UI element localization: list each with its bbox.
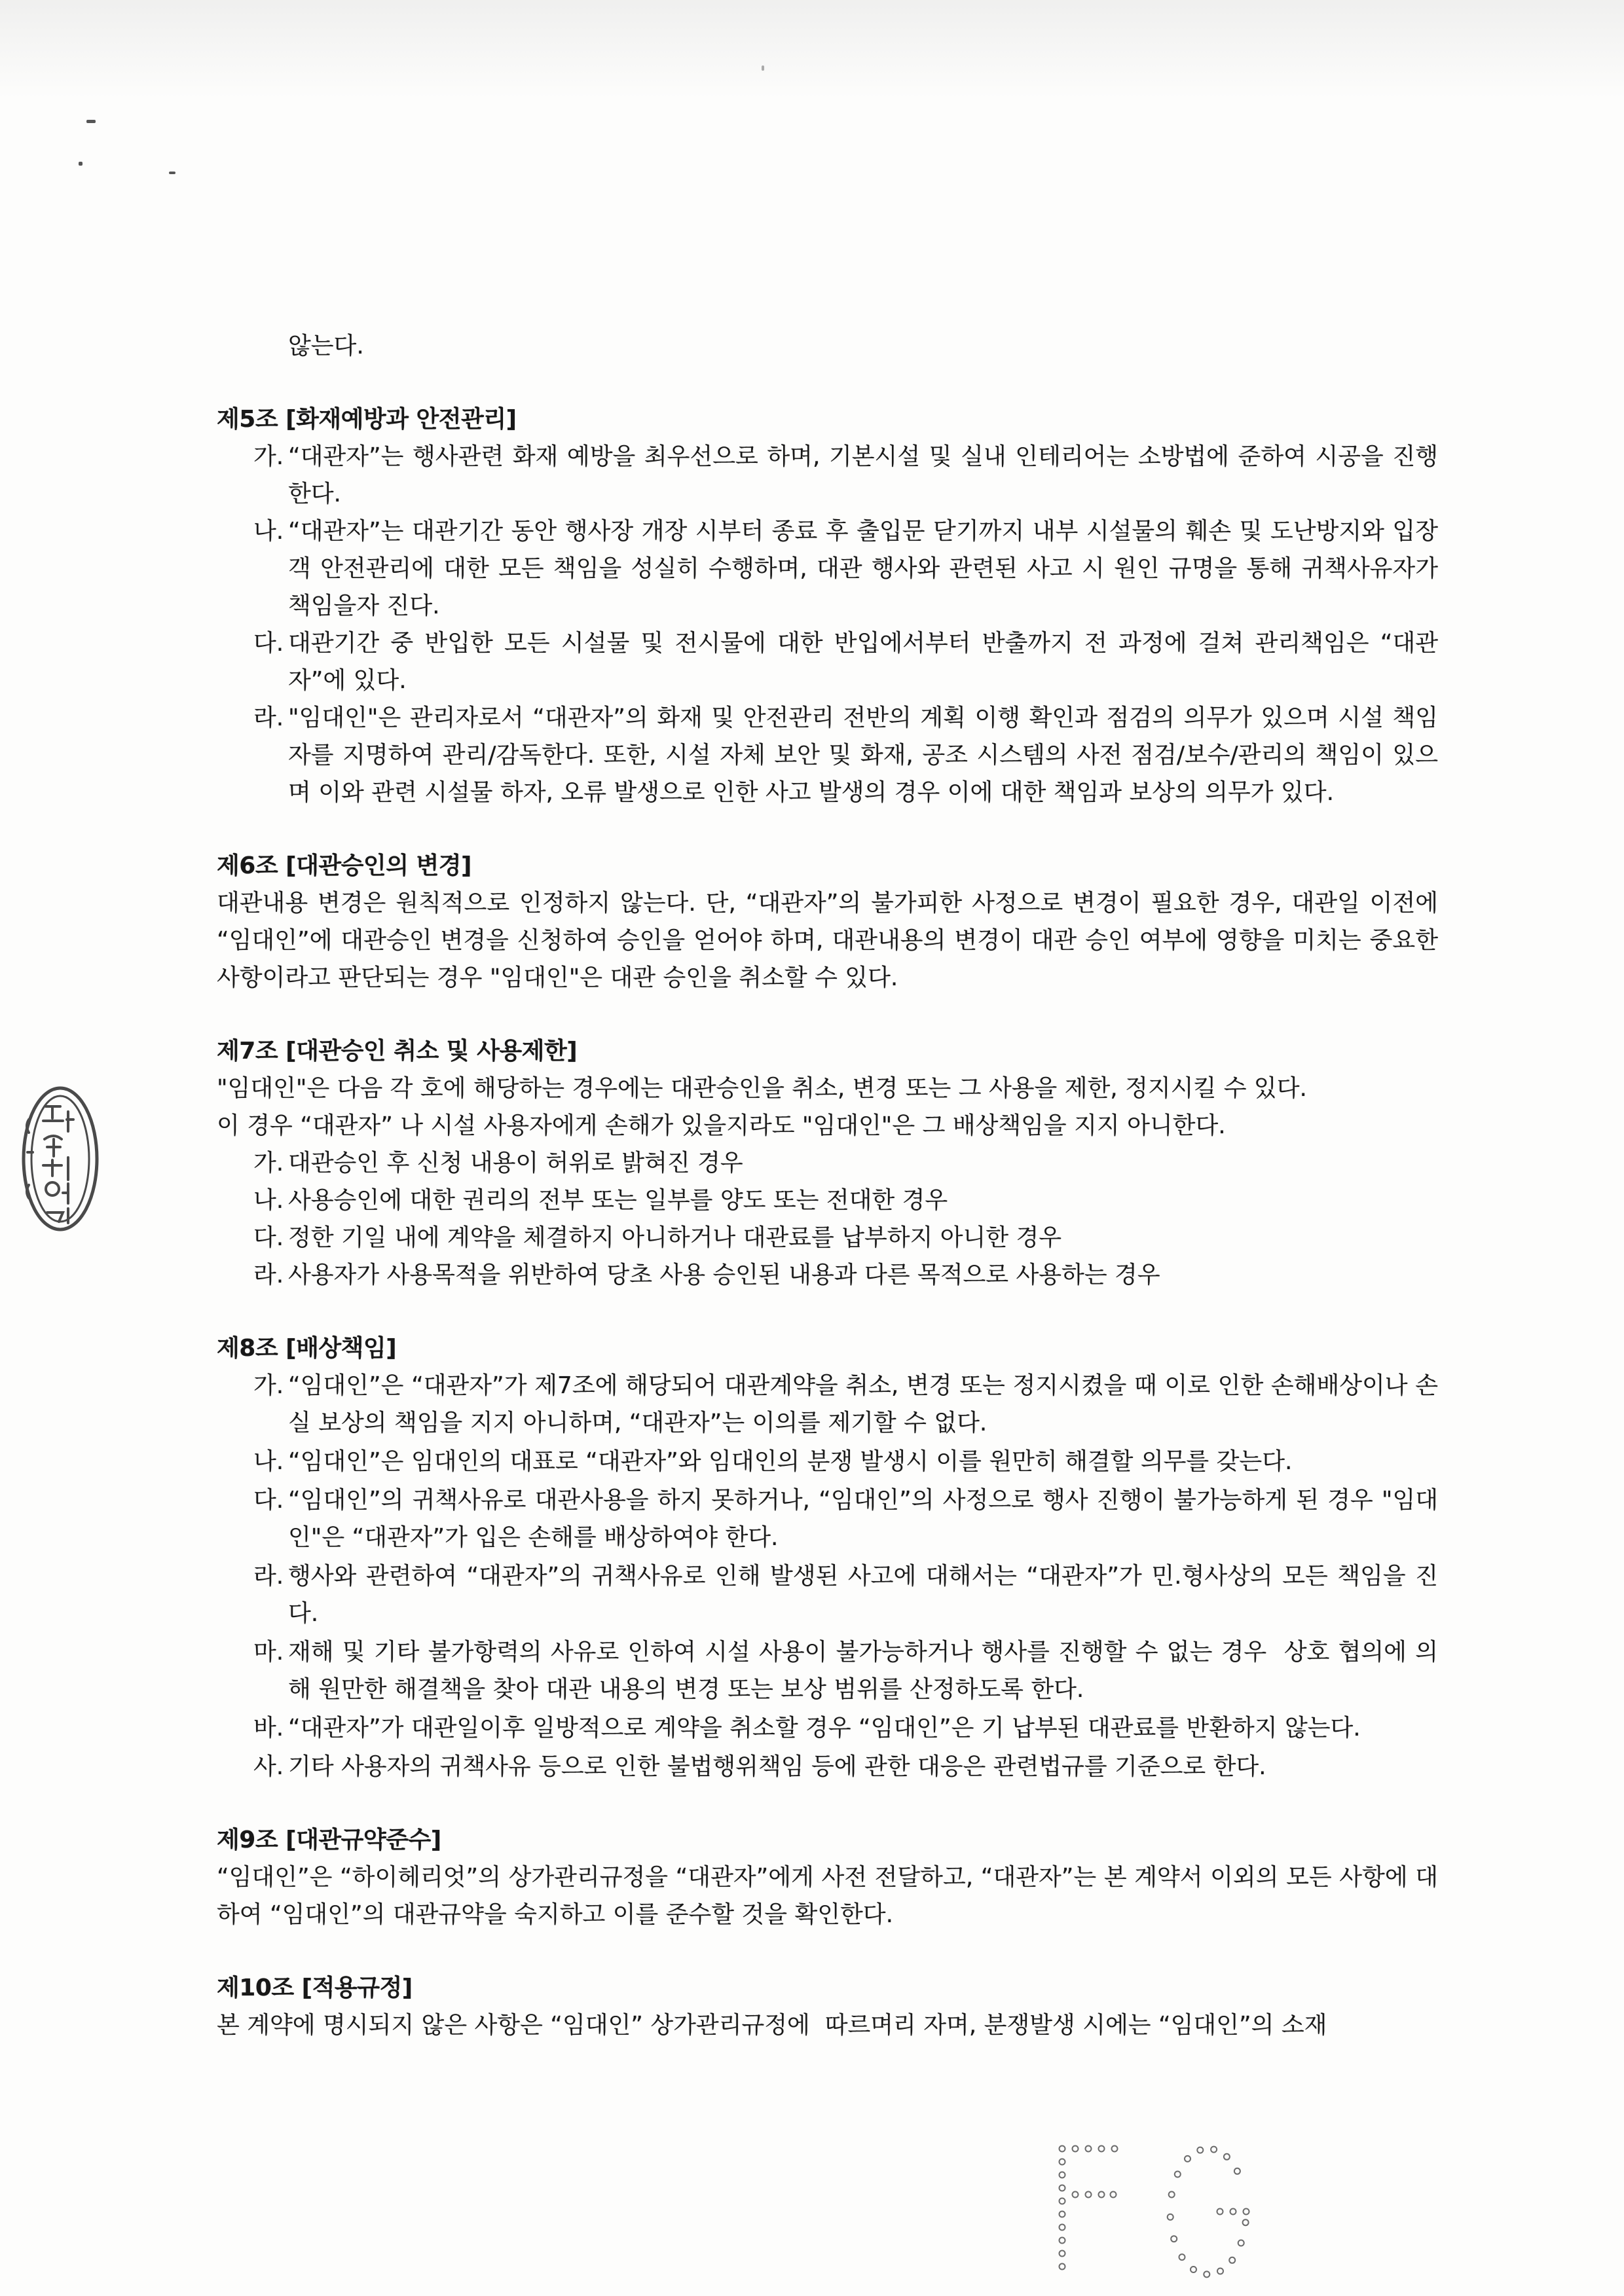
article-title: 제6조 [대관승인의 변경] [217,852,472,879]
article-paragraph: "임대인"은 다음 각 호에 해당하는 경우에는 대관승인을 취소, 변경 또는 그 사용을 제한, 정지시킬 수 있다. [217,1075,1307,1102]
scan-speck [762,65,764,71]
perforation-dot [1217,2269,1223,2274]
seal-rings [24,1088,97,1230]
clause-item [253,1633,1438,1708]
perforation-dot [1086,2192,1092,2198]
perforation-dot [1099,2192,1105,2198]
clause-item [253,438,1438,513]
perforation-dot [1112,2146,1118,2152]
clause-item [253,1144,1438,1182]
clause-item [253,1256,1438,1294]
clause-label: 바. [253,1715,284,1741]
perforation-dot [1234,2168,1240,2174]
clause-item [253,1182,1438,1219]
article-paragraph: 이 경우 “대관자” 나 시설 사용자에게 손해가 있을지라도 "임대인"은 그 배상책임을 지지 아니한다. [217,1112,1226,1139]
scan-shadow-band [0,0,1624,98]
clause-text: 사용승인에 대한 권리의 전부 또는 일부를 양도 또는 전대한 경우 [288,1187,948,1214]
perforation-dot [1060,2172,1065,2178]
article-paragraph: “임대인”은 “하이헤리엇”의 상가관리규정을 “대관자”에게 사전 전달하고, “대관자”는 본 계약서 이외의 모든 사항에 대하여 “임대인”의 대관규약을 숙지하고 이를 준수할 것을 확인한다. [217,1864,1438,1928]
perforation-dot [1060,2146,1065,2152]
article-6 [217,847,1446,996]
perforation-dot [1211,2147,1217,2153]
clause-label: 나. [253,1448,284,1475]
perforation-dot [1238,2240,1244,2246]
clause-text: 기타 사용자의 귀책사유 등으로 인한 불법행위책임 등에 관한 대응은 관련법규를 기준으로 한다. [288,1753,1266,1780]
perforation-dot [1244,2209,1249,2215]
clause-text: 정한 기일 내에 계약을 체결하지 아니하거나 대관료를 납부하지 아니한 경우 [288,1224,1062,1251]
perforation-dot [1060,2238,1065,2244]
clause-item [253,1709,1438,1747]
clause-label: 다. [253,1224,284,1251]
clause-text: “임대인”은 임대인의 대표로 “대관자”와 임대인의 분쟁 발생시 이를 원만히 해결할 의무를 갖는다. [288,1448,1293,1475]
clause-label: 나. [253,1187,284,1214]
perforation-dot [1243,2219,1249,2225]
clause-item [253,513,1446,625]
clause-label: 가. [253,1150,284,1176]
perforation-dot [1073,2192,1079,2198]
clause-text: “대관자”가 대관일이후 일방적으로 계약을 취소할 경우 “임대인”은 기 납부된 대관료를 반환하지 않는다. [288,1715,1361,1741]
article-8 [217,1330,1438,1785]
clause-item [253,625,1438,699]
article-7 [217,1032,1438,1294]
clause-text: “임대인”은 “대관자”가 제7조에 해당되어 대관계약을 취소, 변경 또는 정지시켰을 때 이로 인한 손해배상이나 손실 보상의 책임을 지지 아니하며, “대관자”는 이의를 제기할 수 없다. [288,1372,1438,1436]
clause-item [253,1748,1438,1785]
perforation-dot [1073,2146,1079,2152]
article-title: 제9조 [대관규약준수] [217,1827,441,1853]
clause-label: 마. [253,1639,284,1666]
perforation-dot [1197,2147,1203,2153]
article-title: 제8조 [배상책임] [217,1335,397,1362]
clause-item [253,1443,1438,1480]
article-10 [217,1969,1438,2044]
article-paragraph: 대관내용 변경은 원칙적으로 인정하지 않는다. 단, “대관자”의 불가피한 사정으로 변경이 필요한 경우, 대관일 이전에 “임대인”에 대관승인 변경을 신청하여 승인을 얻어야 하며, 대관내용의 변경이 대관 승인 여부에 영향을 미치는 중요한 사항이라고 판단되는 경우 "임대인"은 대관 승인을 취소할 수 있다. [217,890,1446,991]
perforation-dot [1060,2185,1065,2191]
article-5 [217,401,1446,811]
continued-text: 않는다. [288,333,364,359]
article-paragraph: 본 계약에 명시되지 않은 사항은 “임대인” 상가관리규정에 따르며리 자며, 분쟁발생 시에는 “임대인”의 소재 [217,2012,1327,2039]
clause-text: 재해 및 기타 불가항력의 사유로 인하여 시설 사용이 불가능하거나 행사를 진행할 수 없는 경우 상호 협의에 의해 원만한 해결책을 찾아 대관 내용의 변경 또는 보상 범위를 산정하도록 한다. [288,1639,1438,1703]
perforation-stamp [1048,2134,1257,2291]
perforation-dot [1060,2225,1065,2231]
perforation-dot [1099,2146,1105,2152]
perforation-dot [1060,2251,1065,2257]
clause-item [253,1558,1438,1632]
clause-label: 가. [253,443,284,470]
perforation-dot [1185,2156,1190,2162]
perforation-dot [1060,2159,1065,2165]
company-seal [0,1074,131,1244]
clause-text: “임대인”의 귀책사유로 대관사용을 하지 못하거나, “임대인”의 사정으로 행사 진행이 불가능하게 된 경우 "임대인"은 “대관자”가 입은 손해를 배상하여야 한다. [288,1487,1438,1551]
clause-label: 다. [253,630,284,657]
article-9 [217,1821,1438,1933]
clause-label: 라. [253,1563,284,1590]
article-title: 제5조 [화재예방과 안전관리] [217,406,517,433]
perforation-dot [1224,2154,1230,2160]
clause-label: 가. [253,1372,284,1399]
perforation-dot [1060,2198,1065,2204]
scan-speck [79,162,83,166]
clause-label: 라. [253,1262,284,1288]
scan-speck [86,120,96,123]
perforation-dot [1217,2209,1223,2215]
perforation-dot [1230,2209,1236,2215]
clause-label: 사. [253,1753,284,1780]
perforation-dot [1169,2192,1175,2198]
clause-label: 라. [253,704,284,731]
clause-item [253,1367,1438,1442]
perforation-dot [1179,2254,1185,2260]
article-title: 제10조 [적용규정] [217,1975,413,2001]
perforation-dot [1086,2146,1092,2152]
perforation-dot [1168,2214,1173,2220]
perforation-dot [1204,2271,1209,2277]
perforation-dot [1060,2212,1065,2217]
clause-text: 행사와 관련하여 “대관자”의 귀책사유로 인해 발생된 사고에 대해서는 “대관자”가 민.형사상의 모든 책임을 진다. [288,1563,1438,1627]
clause-text: “대관자”는 행사관련 화재 예방을 최우선으로 하며, 기본시설 및 실내 인테리어는 소방법에 준하여 시공을 진행한다. [288,443,1438,507]
clause-text: 대관기간 중 반입한 모든 시설물 및 전시물에 대한 반입에서부터 반출까지 전 과정에 걸쳐 관리책임은 “대관자”에 있다. [288,630,1438,694]
clause-text: “대관자”는 대관기간 동안 행사장 개장 시부터 종료 후 출입문 닫기까지 내부 시설물의 훼손 및 도난방지와 입장객 안전관리에 대한 모든 책임을 성실히 수행하며, 대관 행사와 관련된 사고 시 원인 규명을 통해 귀책사유자가 책임을자 진다. [288,518,1446,619]
perforation-dot [1171,2236,1177,2242]
perforation-dot [1190,2267,1196,2272]
scan-speck [169,172,175,174]
contract-body [217,327,1446,2044]
clause-text: 사용자가 사용목적을 위반하여 당초 사용 승인된 내용과 다른 목적으로 사용하는 경우 [288,1262,1160,1288]
perforation-dot [1060,2264,1065,2270]
clause-item [253,699,1438,811]
clause-text: "임대인"은 관리자로서 “대관자”의 화재 및 안전관리 전반의 계획 이행 확인과 점검의 의무가 있으며 시설 책임자를 지명하여 관리/감독한다. 또한, 시설 자체 보안 및 화재, 공조 시스템의 사전 점검/보수/관리의 책임이 있으며 이와 관련 시설물 하자, 오류 발생으로 인한 사고 발생의 경우 이에 대한 책임과 보상의 의무가 있다. [288,704,1438,806]
clause-label: 나. [253,518,284,545]
clause-text: 대관승인 후 신청 내용이 허위로 밝혀진 경우 [288,1150,743,1176]
article-title: 제7조 [대관승인 취소 및 사용제한] [217,1038,578,1065]
perforation-dot [1175,2172,1181,2178]
clause-item [253,1219,1438,1256]
clause-item [253,1482,1438,1556]
perforation-dot [1111,2192,1116,2198]
clause-label: 다. [253,1487,284,1514]
perforation-dot [1229,2257,1235,2263]
